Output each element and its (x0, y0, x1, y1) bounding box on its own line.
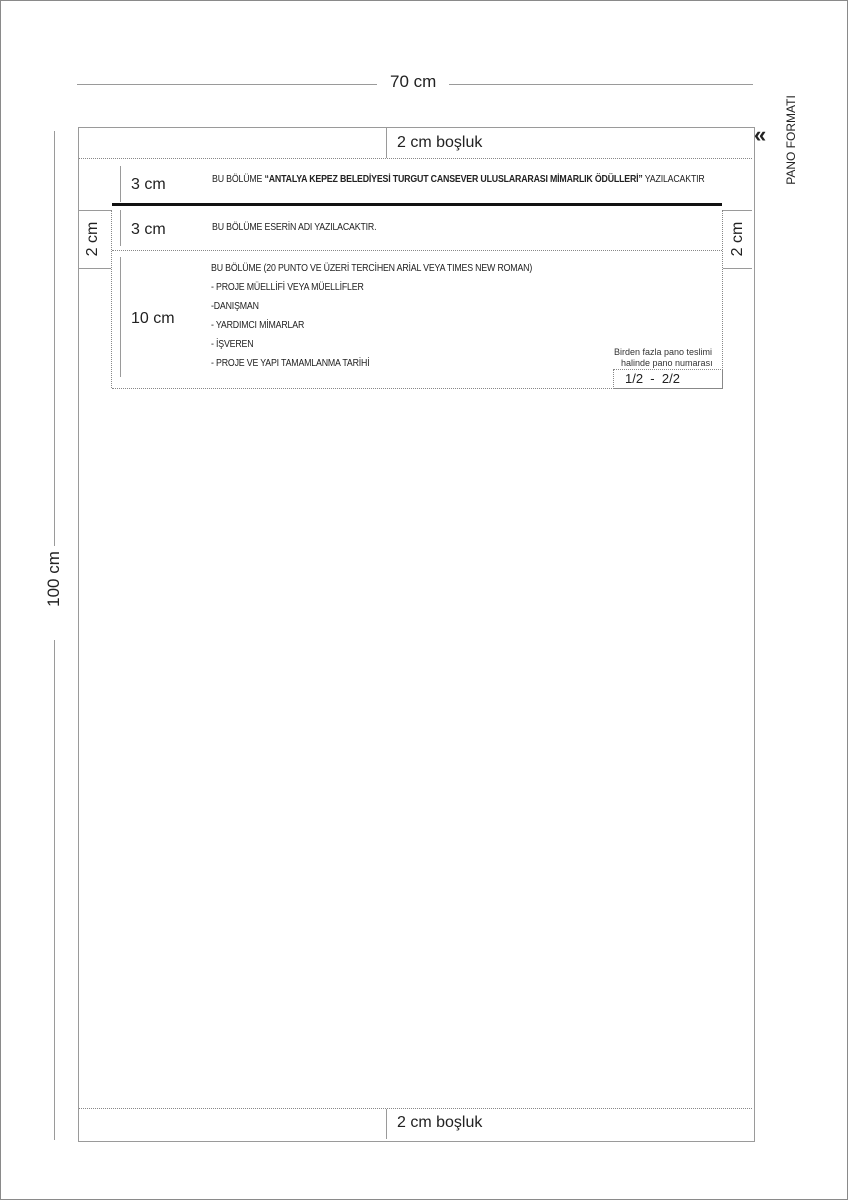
section-1-text-suffix: YAZILACAKTIR (642, 174, 705, 185)
top-margin-tick (386, 128, 387, 158)
height-label: 100 cm (44, 551, 63, 607)
section-1-text (212, 174, 705, 185)
right-margin-line-bottom (723, 268, 752, 269)
format-label: PANO FORMATI (784, 95, 798, 185)
bottom-margin-label: 2 cm boşluk (397, 1114, 483, 1131)
width-dimension-line-left (77, 84, 377, 85)
section-3-line-2: - PROJE MÜELLİFİ VEYA MÜELLİFLER (211, 282, 364, 293)
section-2-marker (120, 210, 121, 246)
section-3-size-label: 10 cm (131, 310, 175, 327)
section-3-line-1: BU BÖLÜME (20 PUNTO VE ÜZERİ TERCİHEN ARİAL VEYA TIMES NEW ROMAN) (211, 263, 533, 274)
section-1-text-prefix: BU BÖLÜME (212, 174, 265, 185)
height-dimension-line-top (54, 131, 55, 546)
section-1-text-bold: “ANTALYA KEPEZ BELEDİYESİ TURGUT CANSEVER ULUSLARARASI MİMARLIK ÖDÜLLERİ” (264, 174, 643, 185)
double-chevron-left-icon: « (754, 122, 767, 147)
height-dimension-line-bottom (54, 640, 55, 1140)
section-1-size-label: 3 cm (131, 176, 166, 193)
pano-number-value: 1/2 - 2/2 (625, 371, 680, 386)
top-margin-guide (79, 158, 752, 159)
title-divider (112, 203, 722, 206)
pano-number-note-line-1: Birden fazla pano teslimi (614, 347, 713, 357)
poster-boundary (78, 127, 755, 1142)
section-1-marker (120, 166, 121, 202)
section-3-marker (120, 257, 121, 377)
top-margin-label: 2 cm boşluk (397, 134, 483, 151)
section-3-line-4: - YARDIMCI MİMARLAR (211, 320, 305, 331)
bottom-margin-guide (79, 1108, 752, 1109)
right-margin-label: 2 cm (729, 221, 746, 257)
pano-number-note-line-2: halinde pano numarası (621, 358, 713, 368)
width-dimension-line-right (449, 84, 753, 85)
section-3-line-5: - İŞVEREN (211, 339, 254, 350)
left-margin-line-bottom (79, 268, 111, 269)
width-label: 70 cm (390, 72, 437, 91)
section-2-guide (112, 250, 722, 251)
left-margin-label: 2 cm (84, 221, 101, 257)
section-3-line-3: -DANIŞMAN (211, 301, 259, 312)
left-margin-guide (111, 210, 112, 388)
section-2-text: BU BÖLÜME ESERİN ADI YAZILACAKTIR. (212, 222, 377, 233)
section-3-line-6: - PROJE VE YAPI TAMAMLANMA TARİHİ (211, 358, 370, 369)
header-area-bottom-guide (112, 388, 722, 389)
bottom-margin-tick (386, 1109, 387, 1139)
section-2-size-label: 3 cm (131, 221, 166, 238)
right-margin-guide (722, 210, 723, 388)
